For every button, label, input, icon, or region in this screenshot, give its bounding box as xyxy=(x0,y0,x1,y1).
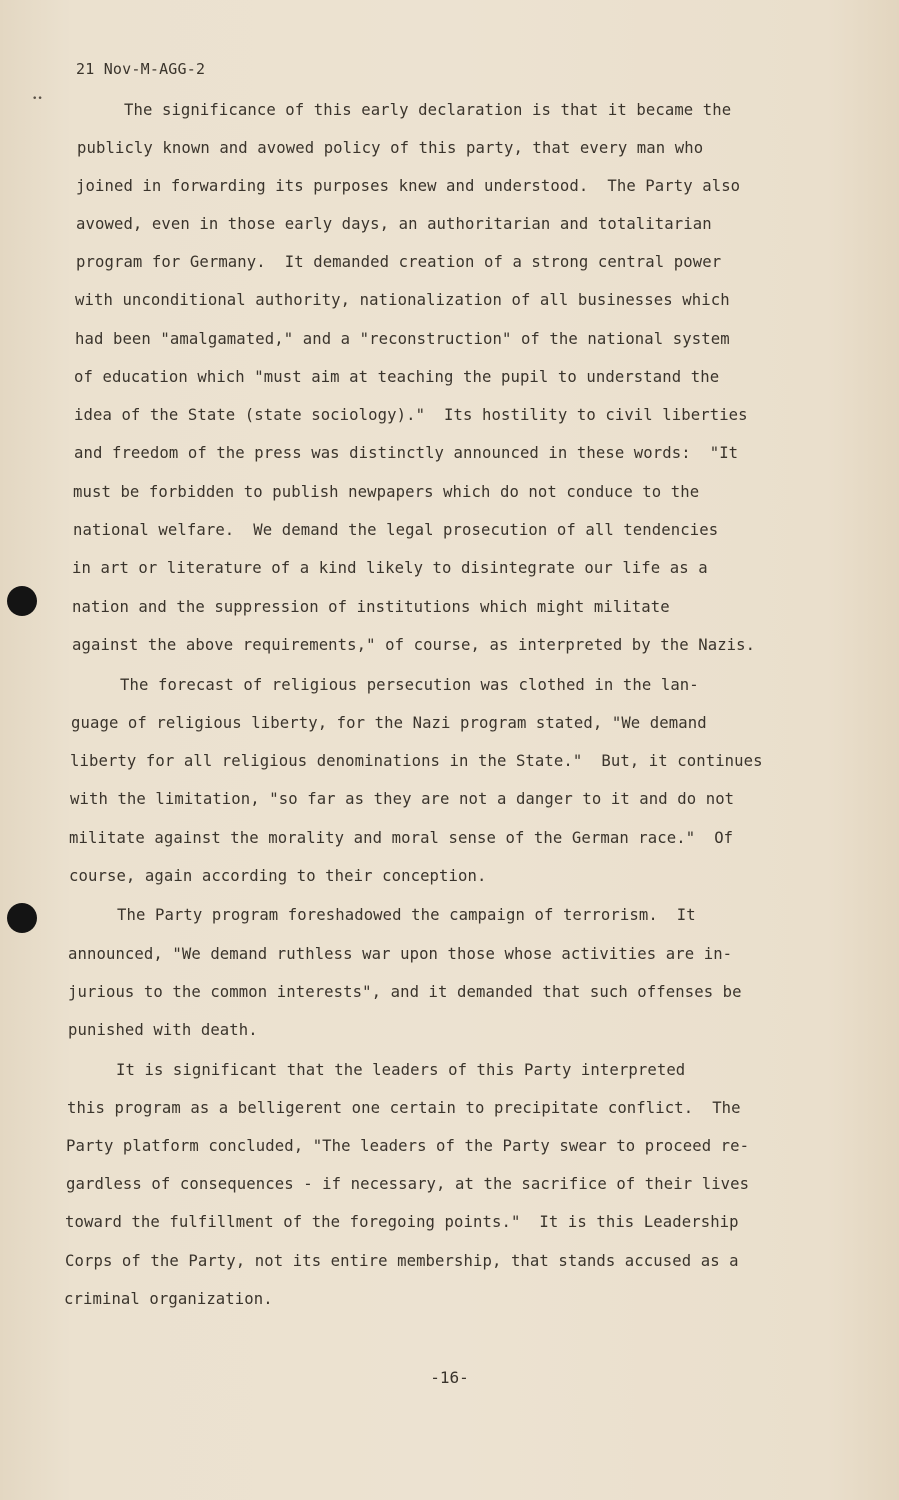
text-line: jurious to the common interests", and it demanded that such offenses be xyxy=(68,983,742,1001)
text-line: against the above requirements," of course, as interpreted by the Nazis. xyxy=(72,636,756,654)
text-line: program for Germany. It demanded creation of a strong central power xyxy=(76,253,722,271)
text-line: idea of the State (state sociology)." Its hostility to civil liberties xyxy=(74,406,748,424)
text-line: publicly known and avowed policy of this party, that every man who xyxy=(77,139,704,157)
text-line: national welfare. We demand the legal prosecution of all tendencies xyxy=(73,521,719,539)
text-line: with unconditional authority, nationalization of all businesses which xyxy=(75,291,730,309)
text-line: course, again according to their conception. xyxy=(69,867,487,885)
text-line: nation and the suppression of institutions which might militate xyxy=(72,598,670,616)
stray-mark: •• xyxy=(32,94,43,104)
text-line: militate against the morality and moral sense of the German race." Of xyxy=(69,829,734,847)
punch-hole xyxy=(7,586,37,616)
document-header: 21 Nov-M-AGG-2 xyxy=(76,60,206,78)
text-line: The significance of this early declaration is that it became the xyxy=(124,101,732,119)
text-line: with the limitation, "so far as they are not a danger to it and do not xyxy=(70,790,735,808)
text-line: had been "amalgamated," and a "reconstruction" of the national system xyxy=(75,330,730,348)
text-line: announced, "We demand ruthless war upon those whose activities are in- xyxy=(68,945,733,963)
text-line: joined in forwarding its purposes knew and understood. The Party also xyxy=(76,177,741,195)
text-line: avowed, even in those early days, an authoritarian and totalitarian xyxy=(76,215,712,233)
text-line: gardless of consequences - if necessary, at the sacrifice of their lives xyxy=(66,1175,750,1193)
text-line: this program as a belligerent one certain to precipitate conflict. The xyxy=(67,1099,741,1117)
text-line: toward the fulfillment of the foregoing points." It is this Leadership xyxy=(65,1213,739,1231)
text-line: and freedom of the press was distinctly announced in these words: "It xyxy=(74,444,739,462)
text-line: Party platform concluded, "The leaders of the Party swear to proceed re- xyxy=(66,1137,750,1155)
text-line: of education which "must aim at teaching the pupil to understand the xyxy=(74,368,720,386)
punch-hole xyxy=(7,903,37,933)
text-line: in art or literature of a kind likely to disintegrate our life as a xyxy=(72,559,708,577)
text-line: The Party program foreshadowed the campaign of terrorism. It xyxy=(117,906,696,924)
text-line: criminal organization. xyxy=(64,1290,273,1308)
text-line: Corps of the Party, not its entire membership, that stands accused as a xyxy=(65,1252,739,1270)
text-line: guage of religious liberty, for the Nazi program stated, "We demand xyxy=(71,714,707,732)
text-line: It is significant that the leaders of this Party interpreted xyxy=(116,1061,686,1079)
text-line: punished with death. xyxy=(68,1021,258,1039)
text-line: must be forbidden to publish newpapers which do not conduce to the xyxy=(73,483,700,501)
text-line: liberty for all religious denominations in the State." But, it continues xyxy=(70,752,763,770)
text-line: The forecast of religious persecution was clothed in the lan- xyxy=(120,676,699,694)
page-number: -16- xyxy=(430,1368,469,1387)
